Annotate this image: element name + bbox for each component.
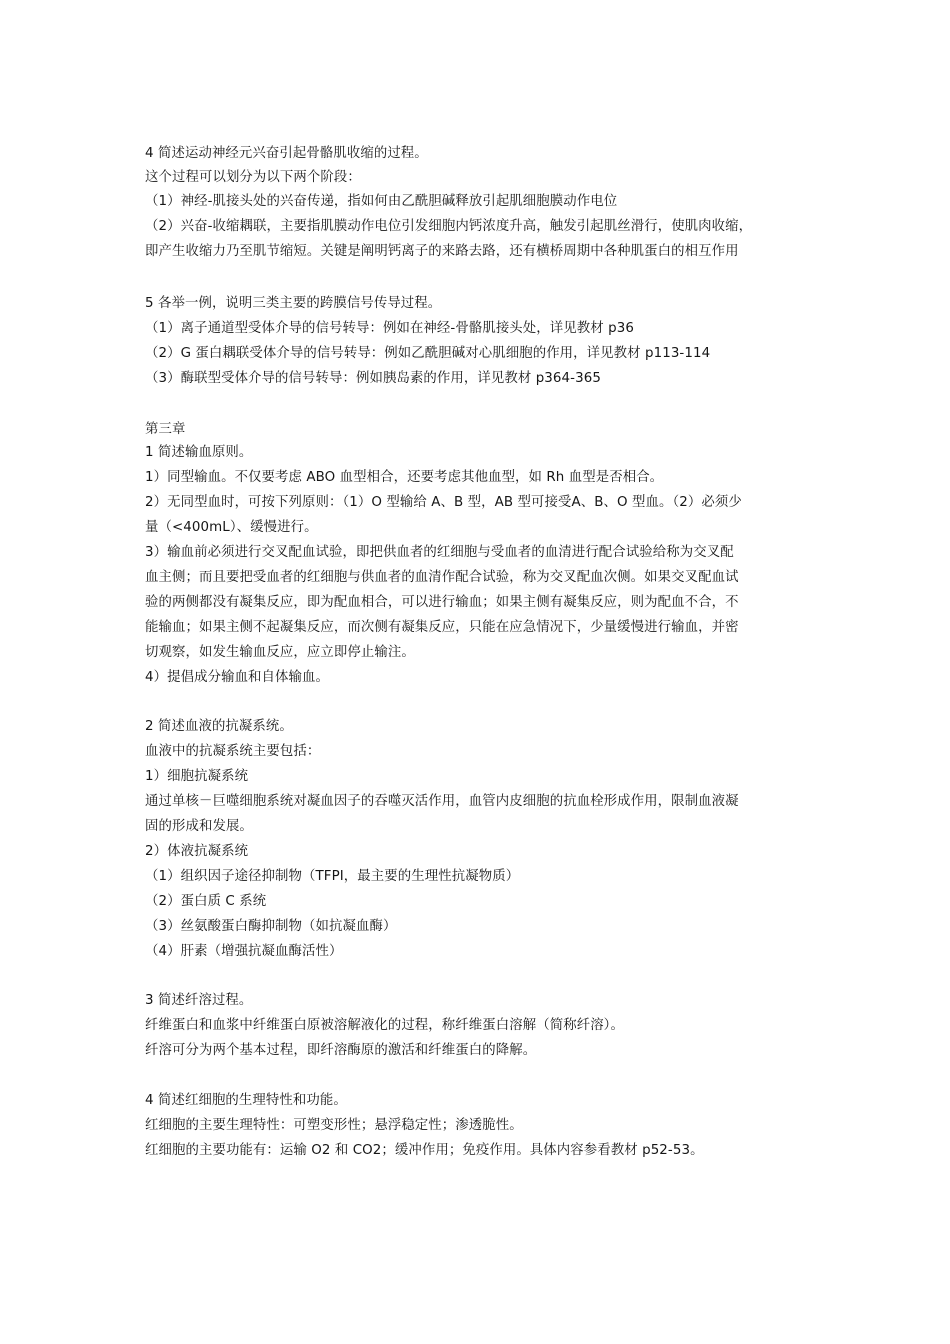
text-line: 4 简述运动神经元兴奋引起骨骼肌收缩的过程。 <box>145 146 428 161</box>
text-line: 纤溶可分为两个基本过程，即纤溶酶原的激活和纤维蛋白的降解。 <box>145 1043 537 1058</box>
text-line: 这个过程可以划分为以下两个阶段： <box>145 170 361 185</box>
text-line: （1）离子通道型受体介导的信号转导：例如在神经-骨骼肌接头处，详见教材 p36 <box>145 321 634 336</box>
text-line: 3）输血前必须进行交叉配血试验，即把供血者的红细胞与受血者的血清进行配合试验给称为交叉配 <box>145 545 734 560</box>
text-line: 2）体液抗凝系统 <box>145 844 249 859</box>
text-line: 2）无同型血时，可按下列原则：（1）O 型输给 A、B 型，AB 型可接受A、B、O 型血。（2）必须少 <box>145 495 742 510</box>
text-line: 5 各举一例，说明三类主要的跨膜信号传导过程。 <box>145 296 442 311</box>
text-line: （2）蛋白质 C 系统 <box>145 894 267 909</box>
text-line: 3 简述纤溶过程。 <box>145 993 253 1008</box>
text-line: 纤维蛋白和血浆中纤维蛋白原被溶解液化的过程，称纤维蛋白溶解（简称纤溶）。 <box>145 1018 624 1033</box>
text-line: （2）G 蛋白耦联受体介导的信号转导：例如乙酰胆碱对心肌细胞的作用，详见教材 p113-114 <box>145 346 711 361</box>
chapter-heading: 第三章 <box>145 422 186 437</box>
text-line: 能输血；如果主侧不起凝集反应，而次侧有凝集反应，只能在应急情况下，少量缓慢进行输血，并密 <box>145 620 739 635</box>
text-line: 固的形成和发展。 <box>145 819 253 834</box>
text-line: 通过单核－巨噬细胞系统对凝血因子的吞噬灭活作用，血管内皮细胞的抗血栓形成作用，限制血液凝 <box>145 794 739 809</box>
text-line: 4 简述红细胞的生理特性和功能。 <box>145 1093 347 1108</box>
text-line: 血主侧；而且要把受血者的红细胞与供血者的血清作配合试验，称为交叉配血次侧。如果交叉配血试 <box>145 570 739 585</box>
text-line: （1）神经-肌接头处的兴奋传递，指如何由乙酰胆碱释放引起肌细胞膜动作电位 <box>145 194 618 209</box>
text-line: 量（<400mL）、缓慢进行。 <box>145 520 318 535</box>
text-line: 1 简述输血原则。 <box>145 445 253 460</box>
text-line: （4）肝素（增强抗凝血酶活性） <box>145 944 343 959</box>
text-line: （1）组织因子途径抑制物（TFPI，最主要的生理性抗凝物质） <box>145 869 520 884</box>
text-line: 红细胞的主要生理特性：可塑变形性；悬浮稳定性；渗透脆性。 <box>145 1118 523 1133</box>
text-line: （3）酶联型受体介导的信号转导：例如胰岛素的作用，详见教材 p364-365 <box>145 371 601 386</box>
text-line: 1）同型输血。不仅要考虑 ABO 血型相合，还要考虑其他血型，如 Rh 血型是否相合。 <box>145 470 664 485</box>
text-line: 即产生收缩力乃至肌节缩短。关键是阐明钙离子的来路去路，还有横桥周期中各种肌蛋白的相互作用 <box>145 244 739 259</box>
text-line: 切观察，如发生输血反应，应立即停止输注。 <box>145 645 415 660</box>
text-line: 红细胞的主要功能有：运输 O2 和 CO2；缓冲作用；免疫作用。具体内容参看教材 p52-53。 <box>145 1143 704 1158</box>
text-line: 4）提倡成分输血和自体输血。 <box>145 670 329 685</box>
text-line: 2 简述血液的抗凝系统。 <box>145 719 293 734</box>
text-line: （2）兴奋-收缩耦联，主要指肌膜动作电位引发细胞内钙浓度升高，触发引起肌丝滑行，使肌肉收缩， <box>145 219 753 234</box>
text-line: 验的两侧都没有凝集反应，即为配血相合，可以进行输血；如果主侧有凝集反应，则为配血不合，不 <box>145 595 739 610</box>
text-line: 1）细胞抗凝系统 <box>145 769 249 784</box>
text-line: 血液中的抗凝系统主要包括： <box>145 744 321 759</box>
text-line: （3）丝氨酸蛋白酶抑制物（如抗凝血酶） <box>145 919 397 934</box>
